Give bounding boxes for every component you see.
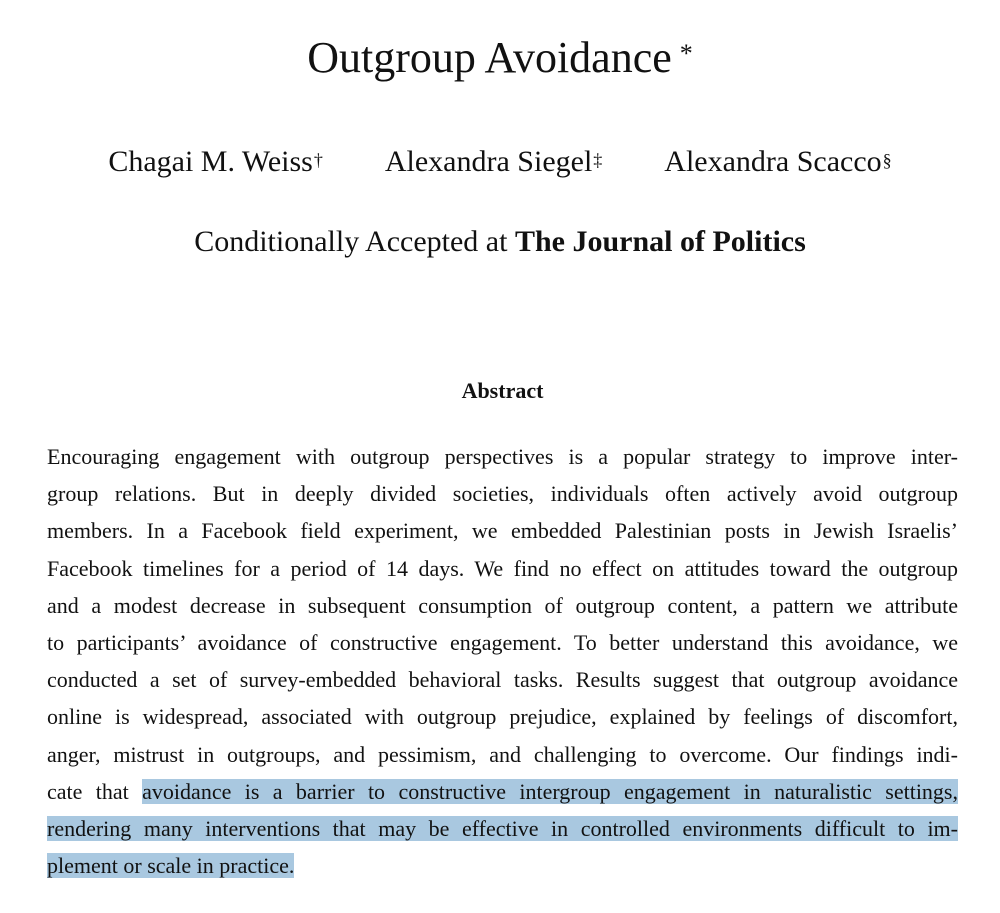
abstract-heading: Abstract bbox=[461, 378, 544, 403]
abstract-line: and a modest decrease in subsequent consumption of outgroup content, a pattern we attribute bbox=[47, 592, 958, 618]
author-name: Alexandra Siegel bbox=[384, 145, 593, 178]
abstract-line: online is widespread, associated with outgroup prejudice, explained by feelings of discomfort, bbox=[47, 704, 958, 730]
paper-title bbox=[0, 30, 1000, 86]
author-1 bbox=[108, 142, 323, 182]
abstract-line: Facebook timelines for a period of 14 days. We find no effect on attitudes toward the outgroup bbox=[47, 555, 958, 581]
publication-venue bbox=[0, 222, 1000, 262]
author-footnote-mark: ‡ bbox=[593, 150, 603, 170]
abstract-line-mixed bbox=[47, 773, 958, 810]
highlighted-text[interactable]: rendering many interventions that may be effective in controlled environments difficult to im- bbox=[47, 816, 958, 842]
abstract-body bbox=[47, 438, 958, 884]
abstract-line: Encouraging engagement with outgroup perspectives is a popular strategy to improve inter- bbox=[47, 444, 958, 469]
title-footnote-mark: * bbox=[679, 39, 693, 68]
abstract-line: members. In a Facebook field experiment, we embedded Palestinian posts in Jewish Israelis’ bbox=[47, 518, 958, 544]
abstract-line-highlighted bbox=[47, 847, 958, 884]
author-3 bbox=[664, 142, 891, 182]
author-2 bbox=[385, 142, 602, 182]
author-name: Alexandra Scacco bbox=[664, 145, 882, 178]
abstract-line: anger, mistrust in outgroups, and pessimism, and challenging to overcome. Our findings indi- bbox=[47, 741, 958, 767]
author-list bbox=[0, 142, 1000, 182]
abstract-line: group relations. But in deeply divided societies, individuals often actively avoid outgroup bbox=[47, 481, 958, 507]
abstract-plain-text: cate that bbox=[47, 778, 143, 804]
venue-prefix: Conditionally Accepted at bbox=[194, 225, 508, 258]
paper-title-text: Outgroup Avoidance bbox=[307, 33, 672, 82]
highlighted-text[interactable]: plement or scale in practice. bbox=[47, 853, 295, 879]
author-name: Chagai M. Weiss bbox=[108, 145, 313, 178]
highlighted-text[interactable]: avoidance is a barrier to constructive intergroup engagement in naturalistic settings, bbox=[142, 778, 958, 804]
venue-journal: The Journal of Politics bbox=[514, 225, 806, 258]
abstract-line: conducted a set of survey-embedded behavioral tasks. Results suggest that outgroup avoidance bbox=[47, 667, 958, 693]
author-footnote-mark: † bbox=[313, 150, 323, 170]
abstract-line: to participants’ avoidance of constructive engagement. To better understand this avoidance, we bbox=[47, 630, 958, 656]
abstract-line-highlighted bbox=[47, 810, 958, 847]
author-footnote-mark: § bbox=[882, 150, 892, 170]
